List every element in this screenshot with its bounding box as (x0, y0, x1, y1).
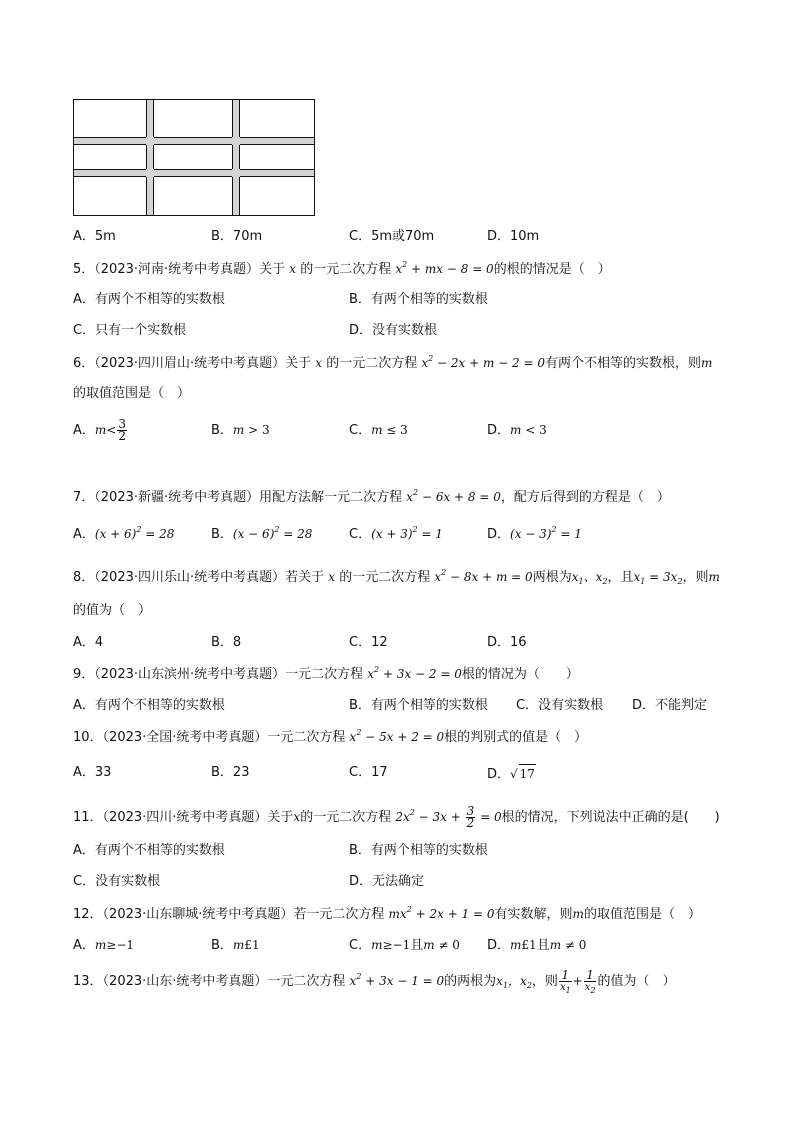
q8-stem-b: 的一元二次方程 (339, 570, 431, 585)
q5-option-b[interactable]: B．有两个相等的实数根 (349, 292, 488, 307)
q12-var-m: m (572, 907, 584, 921)
q12-stem-c: 的取值范围是（ ） (583, 907, 701, 922)
vertical-road-2 (232, 100, 240, 215)
q8-roots: $x_1$、$x_2$ (571, 570, 608, 586)
q13-expression: $\frac{1}{x_1}$ + $\frac{1}{x_2}$ (559, 968, 596, 995)
q11-option-c[interactable]: C．没有实数根 (73, 874, 161, 889)
q10-stem (73, 728, 587, 747)
q11-option-a[interactable]: A．有两个不相等的实数根 (73, 843, 225, 858)
q6-stem-b: 的一元二次方程 (326, 356, 418, 371)
q11-stem-a: 11．（2023·四川·统考中考真题）关于 (73, 810, 294, 825)
q13-stem (73, 970, 675, 993)
q11-var-x: x (293, 810, 301, 824)
q12-stem (73, 905, 701, 924)
q6-stem-line2: 的取值范围是（ ） (73, 386, 191, 401)
q7-option-d[interactable]: D．$(x - 3)^2 = 1$ (487, 525, 582, 542)
q7-option-a[interactable]: A．$(x + 6)^2 = 28$ (73, 525, 175, 542)
q12-option-d[interactable]: D．m£1且m ≠ 0 (487, 938, 587, 953)
q8-option-a[interactable]: A．4 (73, 635, 104, 650)
q4-option-a[interactable]: A．5m (73, 229, 116, 244)
q9-equation: $x^2 + 3x - 2 = 0$ (367, 665, 462, 681)
q5-equation: $x^2$ + mx − 8 = 0 (395, 260, 494, 276)
q5-option-a[interactable]: A．有两个不相等的实数根 (73, 292, 225, 307)
q6-option-b[interactable]: B．m > 3 (211, 423, 270, 438)
q5-stem-a: 5．（2023·河南·统考中考真题）关于 (73, 262, 286, 277)
q13-stem-c: ，则 (531, 974, 558, 989)
q8-stem (73, 568, 720, 587)
q12-stem-a: 12．（2023·山东聊城·统考中考真题）若一元二次方程 (73, 907, 385, 922)
field-roads-figure (73, 99, 317, 217)
q8-stem-e: ，则 (682, 570, 709, 585)
q11-stem-b: 的一元二次方程 (300, 810, 392, 825)
q12-option-a[interactable]: A．m≥−1 (73, 938, 135, 953)
horizontal-road-1 (74, 137, 314, 145)
q9-stem (73, 665, 579, 684)
q8-condition: $x_1 = 3x_2$ (633, 570, 683, 586)
q10-equation: $x^2 - 5x + 2 = 0$ (349, 728, 445, 744)
q7-stem-b: ，配方后得到的方程是（ ） (500, 490, 670, 505)
q8-stem-c: 两根为 (532, 570, 572, 585)
q8-var-m: m (708, 570, 720, 584)
vertical-road-1 (146, 100, 154, 215)
q6-option-a[interactable]: A．m< $\frac{3}{2}$ (73, 417, 126, 443)
q5-option-d[interactable]: D．没有实数根 (349, 323, 438, 338)
q5-option-c[interactable]: C．只有一个实数根 (73, 323, 187, 338)
q11-option-d[interactable]: D．无法确定 (349, 874, 425, 889)
q9-option-d[interactable]: D．不能判定 (632, 698, 708, 713)
q12-stem-b: 有实数解，则 (494, 907, 573, 922)
q12-option-b[interactable]: B．m£1 (211, 938, 260, 953)
q11-option-b[interactable]: B．有两个相等的实数根 (349, 843, 488, 858)
q8-option-c[interactable]: C．12 (349, 635, 388, 650)
q10-option-a[interactable]: A．33 (73, 765, 112, 780)
q8-option-d[interactable]: D．16 (487, 635, 527, 650)
q6-var-x: x (315, 356, 323, 370)
q5-stem (73, 260, 611, 279)
q7-equation: $x^2 - 6x + 8 = 0$ (406, 488, 501, 504)
q13-stem-d: 的值为（ ） (597, 974, 676, 989)
q5-stem-c: 的根的情况是（ ） (493, 262, 611, 277)
q8-stem-d: ，且 (607, 570, 634, 585)
q9-option-b[interactable]: B．有两个相等的实数根 (349, 698, 488, 713)
q6-stem (73, 354, 712, 373)
q8-stem-a: 8．（2023·四川乐山·统考中考真题）若关于 (73, 570, 325, 585)
q6-var-m: m (701, 356, 713, 370)
q10-option-c[interactable]: C．17 (349, 765, 388, 780)
q9-stem-b: 根的情况为（ ） (461, 667, 579, 682)
q9-option-a[interactable]: A．有两个不相等的实数根 (73, 698, 225, 713)
q10-stem-b: 根的判别式的值是（ ） (444, 730, 588, 745)
q10-option-b[interactable]: B．23 (211, 765, 250, 780)
q6-option-d[interactable]: D．m < 3 (487, 423, 547, 438)
q8-stem-line2: 的值为（ ） (73, 603, 152, 618)
q13-equation: $x^2 + 3x - 1 = 0$ (349, 972, 445, 988)
q11-equation: $2x^2 - 3x$ + $\frac{3}{2}$ = 0 (395, 804, 502, 830)
q7-option-c[interactable]: C．$(x + 3)^2 = 1$ (349, 525, 443, 542)
q13-stem-b: 的两根为 (444, 974, 497, 989)
q7-stem-a: 7．（2023·新疆·统考中考真题）用配方法解一元二次方程 (73, 490, 403, 505)
q12-option-c[interactable]: C．m≥−1且m ≠ 0 (349, 938, 460, 953)
q8-equation: $x^2 - 8x + m = 0$ (434, 568, 533, 584)
q7-stem (73, 488, 670, 507)
q8-option-b[interactable]: B．8 (211, 635, 242, 650)
q9-stem-a: 9．（2023·山东滨州·统考中考真题）一元二次方程 (73, 667, 364, 682)
q6-option-c[interactable]: C．m ≤ 3 (349, 423, 408, 438)
q6-equation: $x^2 - 2x + m - 2 = 0$ (421, 354, 546, 370)
field-outer-border (74, 100, 315, 216)
horizontal-road-2 (74, 169, 314, 177)
q12-equation: $mx^2 + 2x + 1 = 0$ (388, 905, 495, 921)
q9-option-c[interactable]: C．没有实数根 (516, 698, 604, 713)
q4-option-b[interactable]: B．70m (211, 229, 263, 244)
q11-stem (73, 806, 720, 829)
q6-stem-c: 有两个不相等的实数根，则 (545, 356, 702, 371)
q11-stem-c: 根的情况，下列说法中正确的是( ) (501, 810, 720, 825)
q4-option-d[interactable]: D．10m (487, 229, 540, 244)
q10-stem-a: 10．（2023·全国·统考中考真题）一元二次方程 (73, 730, 346, 745)
q10-option-d[interactable]: D．√ 17 (487, 764, 536, 784)
q6-stem-a: 6．（2023·四川眉山·统考中考真题）关于 (73, 356, 312, 371)
q4-option-c[interactable]: C．5m或70m (349, 229, 435, 244)
q13-roots: $x_1$，$x_2$ (496, 974, 532, 990)
q5-var-x: x (289, 262, 297, 276)
q13-stem-a: 13．（2023·山东·统考中考真题）一元二次方程 (73, 974, 346, 989)
q7-option-b[interactable]: B．$(x - 6)^2 = 28$ (211, 525, 313, 542)
q8-var-x: x (328, 570, 336, 584)
q5-stem-b: 的一元二次方程 (300, 262, 392, 277)
